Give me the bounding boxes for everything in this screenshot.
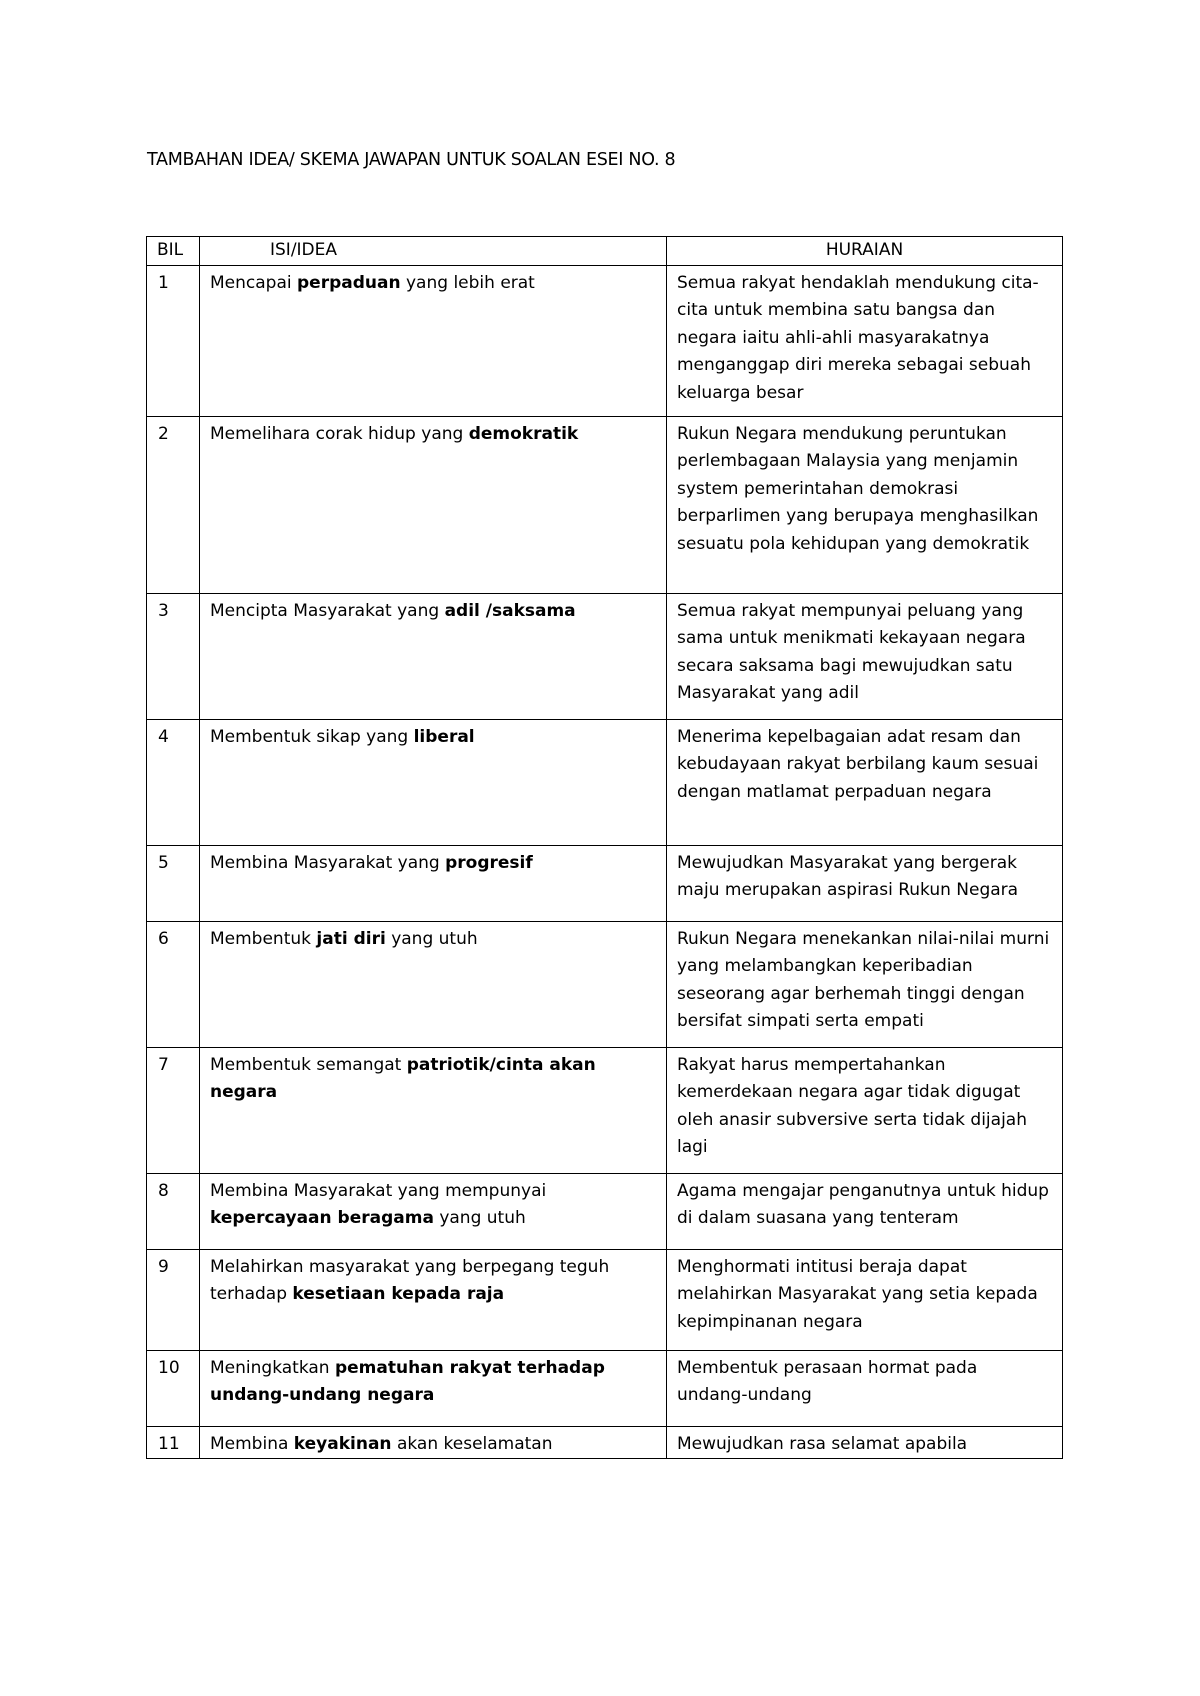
document-title: TAMBAHAN IDEA/ SKEMA JAWAPAN UNTUK SOALAN ESEI NO. 8 <box>147 150 676 170</box>
huraian-cell: Menerima kepelbagaian adat resam dan kebudayaan rakyat berbilang kaum sesuai dengan matlamat perpaduan negara <box>667 719 1063 845</box>
idea-keyword: demokratik <box>468 423 579 444</box>
huraian-cell: Rakyat harus mempertahankan kemerdekaan negara agar tidak digugat oleh anasir subversive serta tidak dijajah lagi <box>667 1047 1063 1173</box>
table-row <box>147 416 1063 593</box>
idea-cell <box>200 416 667 593</box>
row-number: 5 <box>147 845 200 921</box>
header-idea: ISI/IDEA <box>200 237 667 266</box>
idea-text: Memelihara corak hidup yang <box>210 423 469 444</box>
table-row <box>147 1249 1063 1350</box>
idea-keyword: progresif <box>445 852 533 873</box>
idea-text: Membentuk semangat <box>210 1054 407 1075</box>
idea-keyword: adil /saksama <box>444 600 576 621</box>
huraian-cell: Mewujudkan Masyarakat yang bergerak maju merupakan aspirasi Rukun Negara <box>667 845 1063 921</box>
table-row <box>147 845 1063 921</box>
idea-text: Membina Masyarakat yang <box>210 852 446 873</box>
row-number: 3 <box>147 593 200 719</box>
idea-keyword: liberal <box>413 726 475 747</box>
row-number: 7 <box>147 1047 200 1173</box>
row-number: 10 <box>147 1350 200 1426</box>
idea-text: Membentuk sikap yang <box>210 726 414 747</box>
idea-cell <box>200 921 667 1047</box>
row-number: 11 <box>147 1426 200 1459</box>
idea-keyword: kepercayaan beragama <box>210 1208 434 1228</box>
idea-text: Meningkatkan <box>210 1357 335 1378</box>
idea-cell <box>200 1173 667 1249</box>
row-number: 4 <box>147 719 200 845</box>
huraian-cell: Membentuk perasaan hormat pada undang-undang <box>667 1350 1063 1426</box>
idea-cell <box>200 593 667 719</box>
idea-text: yang utuh <box>385 928 478 949</box>
idea-text: Melahirkan masyarakat yang berpegang teguh terhadap <box>210 1256 610 1304</box>
huraian-cell: Agama mengajar penganutnya untuk hidup di dalam suasana yang tenteram <box>667 1173 1063 1249</box>
idea-keyword: kesetiaan kepada raja <box>292 1284 505 1304</box>
idea-cell <box>200 1350 667 1426</box>
huraian-cell: Semua rakyat hendaklah mendukung cita-cita untuk membina satu bangsa dan negara iaitu ahli-ahli masyarakatnya menganggap diri mereka sebagai sebuah keluarga besar <box>667 265 1063 416</box>
table-header-row <box>147 237 1063 266</box>
idea-text: Membina <box>210 1433 294 1454</box>
table-row <box>147 921 1063 1047</box>
row-number: 9 <box>147 1249 200 1350</box>
huraian-cell: Menghormati intitusi beraja dapat melahirkan Masyarakat yang setia kepada kepimpinanan negara <box>667 1249 1063 1350</box>
header-bil: BIL <box>147 237 200 266</box>
answer-scheme-table <box>146 236 1063 1459</box>
table-row <box>147 265 1063 416</box>
row-number: 6 <box>147 921 200 1047</box>
idea-keyword: pematuhan rakyat terhadap undang-undang negara <box>210 1357 605 1405</box>
idea-keyword: patriotik/cinta akan negara <box>210 1054 596 1102</box>
idea-text: yang utuh <box>433 1208 526 1228</box>
row-number: 2 <box>147 416 200 593</box>
row-number: 8 <box>147 1173 200 1249</box>
table-row <box>147 1426 1063 1459</box>
idea-cell <box>200 265 667 416</box>
idea-keyword: perpaduan <box>297 272 401 293</box>
idea-keyword: keyakinan <box>293 1433 392 1454</box>
huraian-cell: Rukun Negara mendukung peruntukan perlembagaan Malaysia yang menjamin system pemerintahan demokrasi berparlimen yang berupaya menghasilkan sesuatu pola kehidupan yang demokratik <box>667 416 1063 593</box>
idea-text: Mencipta Masyarakat yang <box>210 600 445 621</box>
table-row <box>147 1047 1063 1173</box>
idea-cell <box>200 845 667 921</box>
header-huraian: HURAIAN <box>667 237 1063 266</box>
idea-cell <box>200 719 667 845</box>
idea-keyword: jati diri <box>316 928 386 949</box>
table-row <box>147 593 1063 719</box>
idea-cell <box>200 1047 667 1173</box>
huraian-cell: Mewujudkan rasa selamat apabila <box>667 1426 1063 1459</box>
table-row <box>147 1173 1063 1249</box>
huraian-cell: Semua rakyat mempunyai peluang yang sama untuk menikmati kekayaan negara secara saksama bagi mewujudkan satu Masyarakat yang adil <box>667 593 1063 719</box>
idea-text: akan keselamatan <box>391 1433 553 1454</box>
row-number: 1 <box>147 265 200 416</box>
huraian-cell: Rukun Negara menekankan nilai-nilai murni yang melambangkan keperibadian seseorang agar berhemah tinggi dengan bersifat simpati serta empati <box>667 921 1063 1047</box>
idea-cell <box>200 1426 667 1459</box>
table-row <box>147 1350 1063 1426</box>
table-row <box>147 719 1063 845</box>
idea-text: Membentuk <box>210 928 317 949</box>
idea-text: Mencapai <box>210 272 298 293</box>
idea-text: Membina Masyarakat yang mempunyai <box>210 1180 547 1201</box>
idea-text: yang lebih erat <box>400 272 535 293</box>
idea-cell <box>200 1249 667 1350</box>
